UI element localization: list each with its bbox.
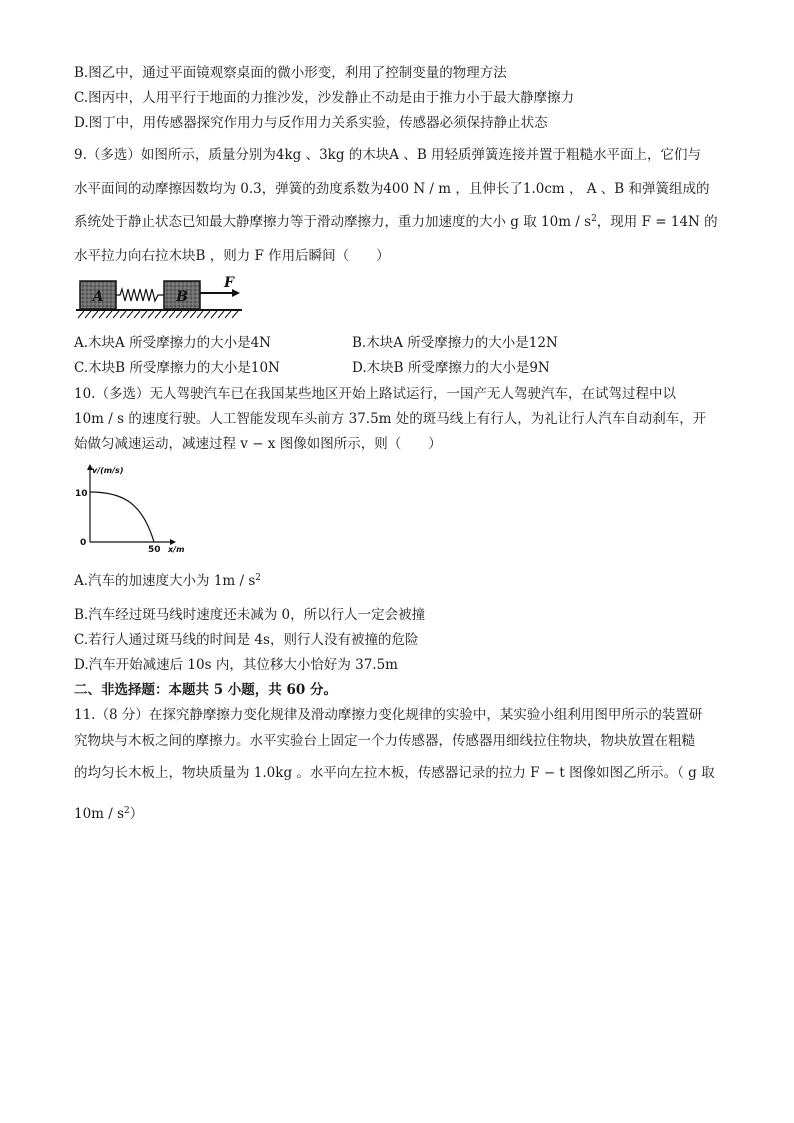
q10-option-d: D.汽车开始减速后 10s 内，其位移大小恰好为 37.5m <box>74 657 398 673</box>
q11-stem-line-1: 11.（8 分）在探究静摩擦力变化规律及滑动摩擦力变化规律的实验中，某实验小组利用图甲所示的装置研 <box>74 707 703 723</box>
q8-option-b: B.图乙中，通过平面镜观察桌面的微小形变，利用了控制变量的物理方法 <box>74 65 507 81</box>
graph-origin: 0 <box>80 538 87 548</box>
q8-option-d: D.图丁中，用传感器探究作用力与反作用力关系实验，传感器必须保持静止状态 <box>74 115 548 131</box>
q10-vx-graph <box>72 462 192 556</box>
q10-option-c: C.若行人通过斑马线的时间是 4s，则行人没有被撞的危险 <box>74 632 419 648</box>
q9-option-d: D.木块B 所受摩擦力的大小是9N <box>352 360 550 376</box>
graph-x-label: x/m <box>168 545 185 554</box>
graph-curve <box>90 492 154 542</box>
q9-blocks-spring-figure <box>74 273 244 323</box>
graph-x-tick: 50 <box>148 545 161 555</box>
q9-option-a: A.木块A 所受摩擦力的大小是4N <box>74 335 271 351</box>
force-label: F <box>224 275 234 291</box>
graph-y-tick: 10 <box>75 489 88 499</box>
q9-option-b: B.木块A 所受摩擦力的大小是12N <box>352 335 558 351</box>
block-a <box>80 281 116 309</box>
block-a-label: A <box>92 289 104 305</box>
q10-option-b: B.汽车经过斑马线时速度还未减为 0，所以行人一定会被撞 <box>74 607 426 623</box>
q10-stem-line-3: 始做匀减速运动，减速过程 v − x 图像如图所示，则（ ） <box>74 436 442 452</box>
q9-stem-line-4: 水平拉力向右拉木块B ，则力 F 作用后瞬间（ ） <box>74 248 390 264</box>
q9-stem-line-2: 水平面间的动摩擦因数均为 0.3，弹簧的劲度系数为400 N / m ，且伸长了1.0cm ， A 、B 和弹簧组成的 <box>74 181 710 197</box>
q10-stem-line-1: 10.（多选）无人驾驶汽车已在我国某些地区开始上路试运行，一国产无人驾驶汽车，在试驾过程中以 <box>74 386 676 402</box>
graph-y-label: v/(m/s) <box>92 466 124 475</box>
q9-option-c: C.木块B 所受摩擦力的大小是10N <box>74 360 280 376</box>
q11-stem-line-4: $10m / s^2$） <box>74 806 144 822</box>
q10-option-a: A.汽车的加速度大小为 $1m / s^2$ <box>74 573 262 589</box>
q9-stem-line-1: 9.（多选）如图所示，质量分别为4kg 、3kg 的木块A 、B 用轻质弹簧连接并置于粗糙水平面上，它们与 <box>74 147 702 163</box>
q10-stem-line-2: 10m / s 的速度行驶。人工智能发现车头前方 37.5m 处的斑马线上有行人，为礼让行人汽车自动刹车，开 <box>74 411 707 427</box>
q8-option-c: C.图丙中，人用平行于地面的力推沙发，沙发静止不动是由于推力小于最大静摩擦力 <box>74 90 575 106</box>
q9-stem-line-3: 系统处于静止状态已知最大静摩擦力等于滑动摩擦力，重力加速度的大小 g 取 $10m / s^2$，现用 F = 14N 的 <box>74 214 718 230</box>
block-b <box>164 281 200 309</box>
spring <box>116 289 164 301</box>
q11-stem-line-3: 的均匀长木板上，物块质量为 1.0kg 。水平向左拉木板，传感器记录的拉力 F − t 图像如图乙所示。（ g 取 <box>74 765 715 781</box>
section-heading: 二、非选择题：本题共 5 小题，共 60 分。 <box>74 682 337 698</box>
q11-stem-line-2: 究物块与木板之间的摩擦力。水平实验台上固定一个力传感器，传感器用细线拉住物块，物块放置在粗糙 <box>74 733 695 749</box>
block-b-label: B <box>176 289 188 305</box>
ground-hatch <box>78 311 238 318</box>
